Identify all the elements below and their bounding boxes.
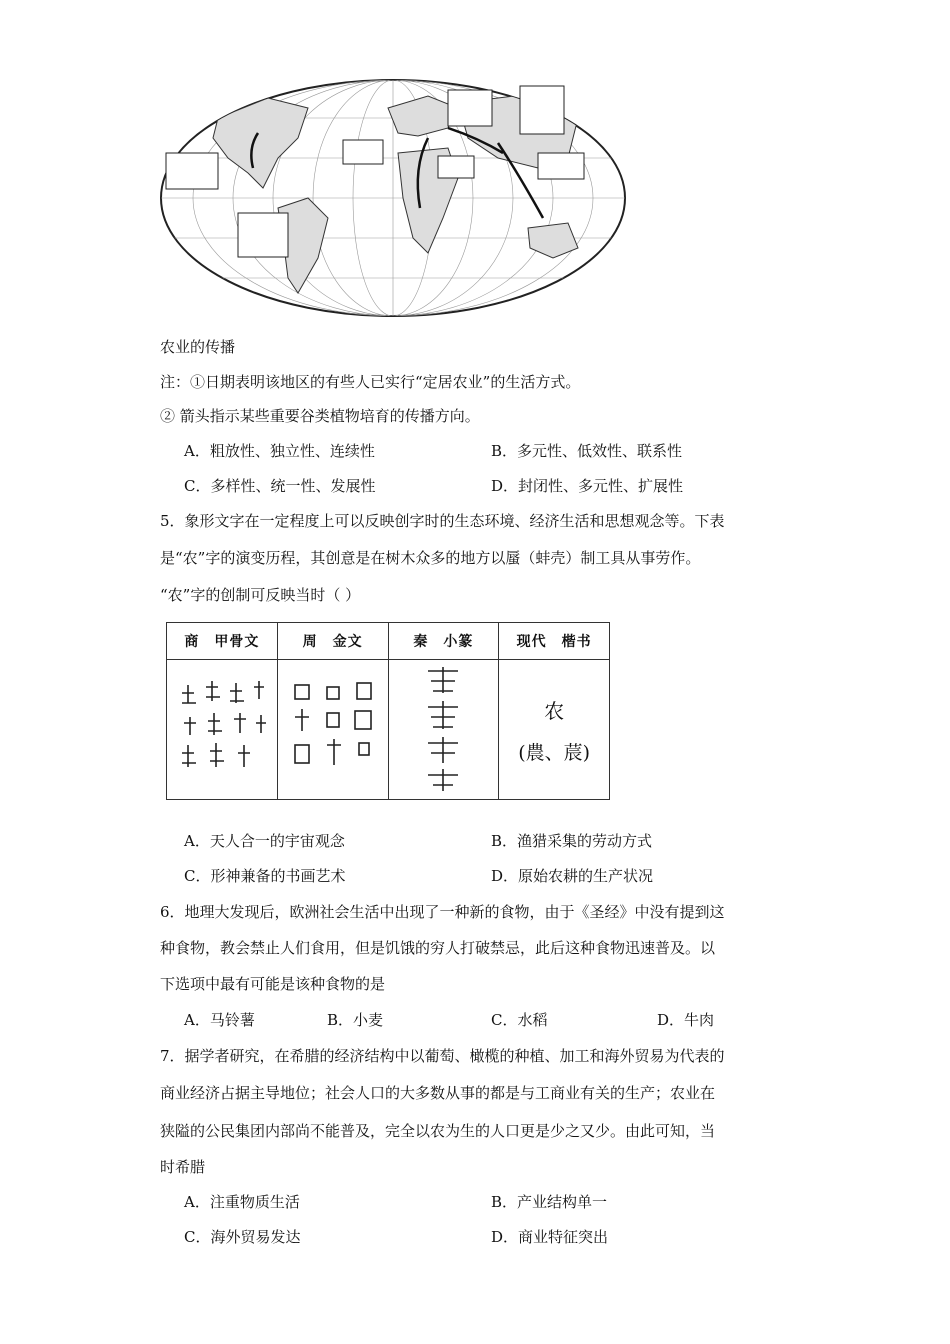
q4-option-c[interactable]: C．多样性、统一性、发展性: [184, 477, 376, 495]
table-header-oracle: 商 甲骨文: [167, 623, 278, 660]
table-header-seal: 秦 小篆: [388, 623, 499, 660]
table-header-regular: 现代 楷书: [499, 623, 610, 660]
character-evolution-table: [166, 622, 610, 800]
agriculture-spread-map: [158, 78, 628, 318]
q7-option-b[interactable]: B．产业结构单一: [491, 1193, 608, 1211]
kaishu-variant-characters: (農、莀): [518, 741, 591, 764]
q5-option-a[interactable]: A．天人合一的宇宙观念: [184, 832, 345, 850]
q4-option-a[interactable]: A．粗放性、独立性、连续性: [184, 442, 375, 460]
q7-stem-line-2: 商业经济占据主导地位；社会人口的大多数从事的都是与工商业有关的生产；农业在: [160, 1084, 716, 1102]
q5-stem-line-1: 5．象形文字在一定程度上可以反映创字时的生态环境、经济生活和思想观念等。下表: [160, 512, 725, 530]
q7-stem-line-3: 狭隘的公民集团内部尚不能普及，完全以农为生的人口更是少之又少。由此可知，当: [160, 1122, 716, 1140]
q5-option-c[interactable]: C．形神兼备的书画艺术: [184, 867, 346, 885]
q7-stem-line-4: 时希腊: [160, 1158, 206, 1176]
q7-option-d[interactable]: D．商业特征突出: [491, 1228, 609, 1246]
q7-option-a[interactable]: A．注重物质生活: [184, 1193, 300, 1211]
bronze-glyph-image: [283, 673, 383, 783]
q5-option-b[interactable]: B．渔猎采集的劳动方式: [491, 832, 653, 850]
q5-stem-line-3: “农”字的创制可反映当时（ ）: [160, 586, 361, 604]
q4-option-d[interactable]: D．封闭性、多元性、扩展性: [491, 477, 684, 495]
q6-option-b[interactable]: B．小麦: [327, 1011, 384, 1029]
q5-stem-line-2: 是“农”字的演变历程，其创意是在树木众多的地方以蜃（蚌壳）制工具从事劳作。: [160, 549, 701, 567]
q6-stem-line-3: 下选项中最有可能是该种食物的是: [160, 975, 386, 993]
q7-stem-line-1: 7．据学者研究，在希腊的经济结构中以葡萄、橄榄的种植、加工和海外贸易为代表的: [160, 1047, 725, 1065]
bronze-script-glyphs: [277, 660, 388, 800]
q4-option-b[interactable]: B．多元性、低效性、联系性: [491, 442, 683, 460]
map-caption: 农业的传播: [160, 338, 236, 356]
q6-stem-line-1: 6．地理大发现后，欧洲社会生活中出现了一种新的食物，由于《圣经》中没有提到这: [160, 903, 725, 921]
q6-option-a[interactable]: A．马铃薯: [184, 1011, 255, 1029]
q5-option-d[interactable]: D．原始农耕的生产状况: [491, 867, 654, 885]
q6-option-d[interactable]: D．牛肉: [657, 1011, 715, 1029]
q6-option-c[interactable]: C．水稻: [491, 1011, 548, 1029]
oracle-glyph-image: [172, 673, 272, 783]
world-map-graphic: [158, 78, 628, 318]
seal-glyph-image: [413, 663, 473, 793]
table-header-bronze: 周 金文: [277, 623, 388, 660]
note-1: 注：①日期表明该地区的有些人已实行“定居农业”的生活方式。: [160, 373, 581, 391]
note-2: ② 箭头指示某些重要谷类植物培育的传播方向。: [160, 407, 480, 425]
seal-script-glyphs: [388, 660, 499, 800]
regular-script-cell: [499, 660, 610, 800]
q7-option-c[interactable]: C．海外贸易发达: [184, 1228, 301, 1246]
oracle-script-glyphs: [167, 660, 278, 800]
kaishu-modern-character: 农: [544, 698, 565, 723]
q6-stem-line-2: 种食物，教会禁止人们食用，但是饥饿的穷人打破禁忌，此后这种食物迅速普及。以: [160, 939, 716, 957]
